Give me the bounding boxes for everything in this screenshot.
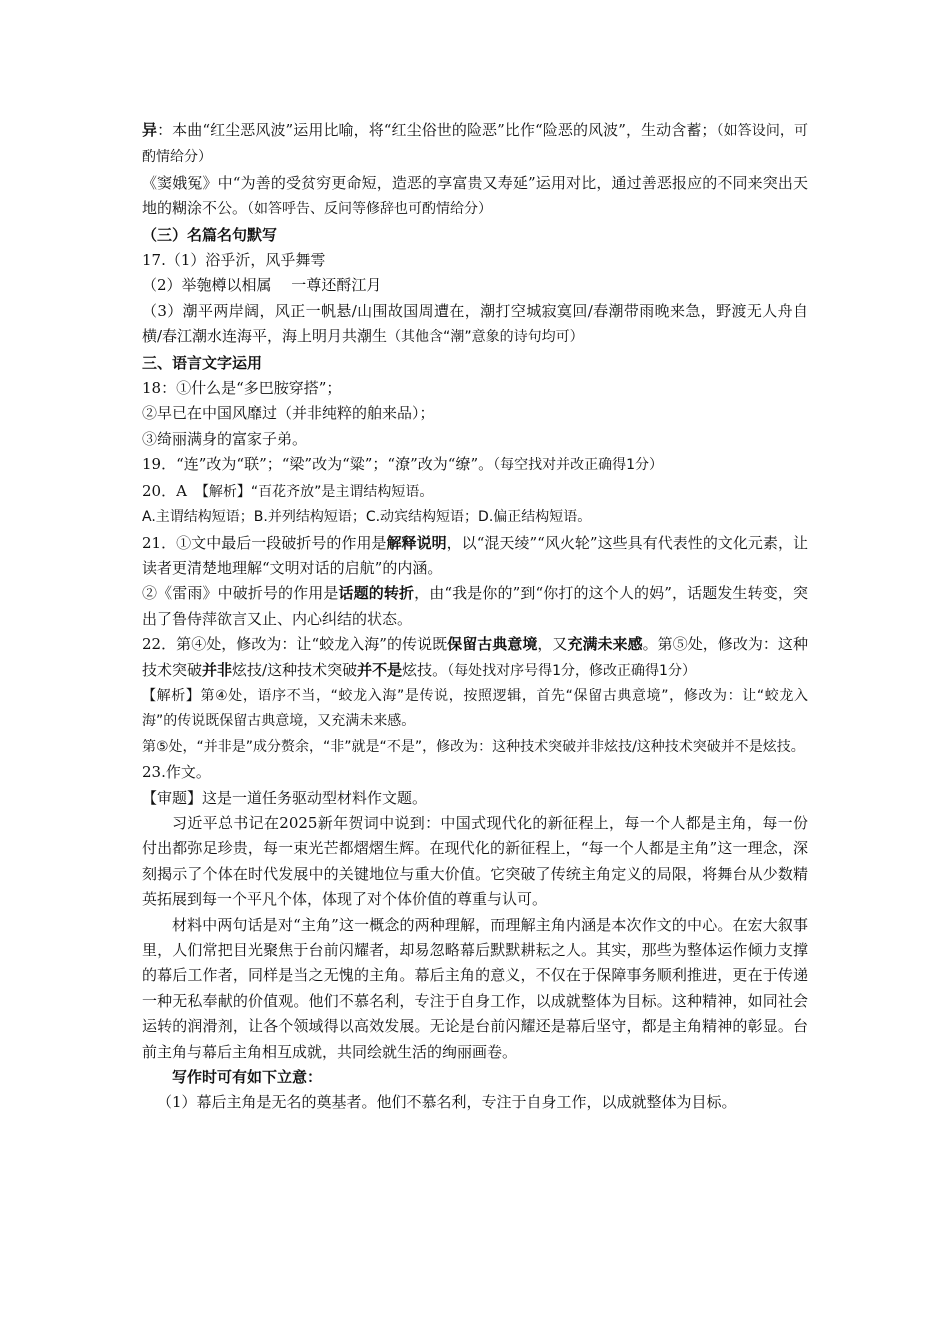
bold-label: 异 [142, 121, 158, 139]
section-heading-dictation: （三）名篇名句默写 [142, 225, 278, 244]
q22-analysis-1: 【解析】第④处，语序不当，“蛟龙入海”是传说，按照逻辑，首先“保留古典意境”，修改为：让“蛟龙入海”的传说既保留古典意境，又充满未来感。 [142, 687, 808, 730]
q22-analysis-2: 第⑤处，“并非是”成分赘余，“非”就是“不是”，修改为：这种技术突破并非炫技/这种技术突破并不是炫技。 [142, 738, 805, 755]
analysis-note: 【解析】“百花齐放”是主谓结构短语。 [201, 483, 434, 500]
answer-line-rhetoric-1 [142, 118, 808, 171]
text: ②《雷雨》中破折号的作用是 [142, 584, 339, 603]
key-term: 解释说明 [386, 533, 447, 552]
text: 19．“连”改为“联”；“梁”改为“粱”；“潦”改为“缭”。 [142, 455, 494, 474]
scoring-note: （如答设问，可酌情给分） [142, 123, 808, 166]
key-term: 并不是 [357, 660, 403, 679]
text: 22．第④处，修改为：让“蛟龙入海”的传说既 [142, 635, 448, 654]
text: ：本曲“红尘恶风波”运用比喻，将“红尘俗世的险恶”比作“险恶的风波”，生动含蓄； [157, 121, 717, 139]
text: 炫技/这种技术突破 [232, 660, 358, 679]
scoring-note: （其他含“潮”意象的诗句均可） [387, 329, 584, 346]
essay-paragraph-2: 材料中两句话是对“主角”这一概念的两种理解，而理解主角内涵是本次作文的中心。在宏大叙事里，人们常把目光聚焦于台前闪耀者，却易忽略幕后默默耕耘之人。其实，那些为整体运作倾力支撑的幕后工作者，同样是当之无愧的主角。幕后主角的意义，不仅在于保障事务顺利推进，更在于传递一种无私奉献的价值观。他们不慕名利，专注于自身工作，以成就整体为目标。这种精神，如同社会运转的润滑剂，让各个领域得以高效发展。无论是台前闪耀还是幕后坚守，都是主角精神的彰显。台前主角与幕后主角相互成就，共同绘就生活的绚丽画卷。 [142, 915, 808, 1061]
key-term: 话题的转折 [338, 584, 415, 603]
writing-ideas-heading: 写作时可有如下立意： [172, 1068, 323, 1087]
q17-item-3 [142, 299, 808, 351]
q22-answer [142, 632, 808, 684]
scoring-note: （如答呼告、反问等修辞也可酌情给分） [247, 201, 493, 218]
key-term: 并非 [202, 660, 233, 679]
q23-heading: 23.作文。 [142, 763, 211, 782]
text: 《窦娥冤》中“为善的受贫穷更命短，造恶的享富贵又寿延”运用对比，通过善恶报应的不同来突出天地的糊涂不公。 [142, 173, 808, 218]
essay-paragraph-1: 习近平总书记在2025新年贺词中说到：中国式现代化的新征程上，每一个人都是主角，每一份付出都弥足珍贵，每一束光芒都熠熠生辉。在现代化的新征程上，“每一个人都是主角”这一理念，深刻揭示了个体在时代发展中的关键地位与重大价值。它突破了传统主角定义的局限，将舞台从少数精英拓展到每一个平凡个体，体现了对个体价值的尊重与认可。 [142, 813, 808, 909]
q21-answer-1 [142, 531, 808, 582]
scoring-note: （每空找对并改正确得1分） [493, 457, 664, 474]
answer-line-rhetoric-2 [142, 171, 808, 223]
text: ，又 [537, 635, 568, 654]
key-term: 保留古典意境 [447, 635, 538, 654]
answer-page [142, 118, 808, 1116]
q21-answer-2 [142, 581, 808, 632]
text: （3）潮平两岸阔，风正一帆悬/山围故国周遭在，潮打空城寂寞回/春潮带雨晚来急，野渡无人舟自横/春江潮水连海平，海上明月共潮生 [142, 301, 808, 346]
text: 21．①文中最后一段破折号的作用是 [142, 533, 387, 552]
text: 。第⑤处，修改为：这种技术突破 [142, 635, 808, 679]
q18-item-1: 18：①什么是“多巴胺穿搭”； [142, 379, 342, 398]
text: ，由“我是你的”到“你打的这个人的妈”，话题发生转变，突出了鲁侍萍欲言又止、内心纠结的状态。 [142, 584, 808, 628]
section-heading-language: 三、语言文字运用 [142, 353, 263, 372]
text: ，以“混天绫”“风火轮”这些具有代表性的文化元素，让读者更清楚地理解“文明对话的启航”的内涵。 [142, 533, 808, 577]
writing-idea-1: （1）幕后主角是无名的奠基者。他们不慕名利，专注于自身工作，以成就整体为目标。 [157, 1093, 737, 1112]
text: 炫技。 [402, 660, 448, 679]
q18-item-3: ③绮丽满身的富家子弟。 [142, 429, 308, 448]
q20-options-analysis: A.主谓结构短语；B.并列结构短语；C.动宾结构短语；D.偏正结构短语。 [142, 509, 592, 526]
q17-item-1: 17.（1）浴乎沂，风乎舞雩 [142, 251, 326, 270]
q19-answer [142, 452, 808, 478]
q20-answer [142, 479, 808, 505]
q23-topic-review: 【审题】这是一道任务驱动型材料作文题。 [142, 788, 428, 807]
q18-item-2: ②早已在中国风靡过（并非纯粹的舶来品）； [142, 404, 435, 423]
key-term: 充满未来感 [567, 635, 643, 654]
text: 20．A [142, 481, 202, 500]
scoring-note: （每处找对序号得1分，修改正确得1分） [447, 662, 696, 679]
q17-item-2: （2）举匏樽以相属 一尊还酹江月 [142, 276, 382, 295]
